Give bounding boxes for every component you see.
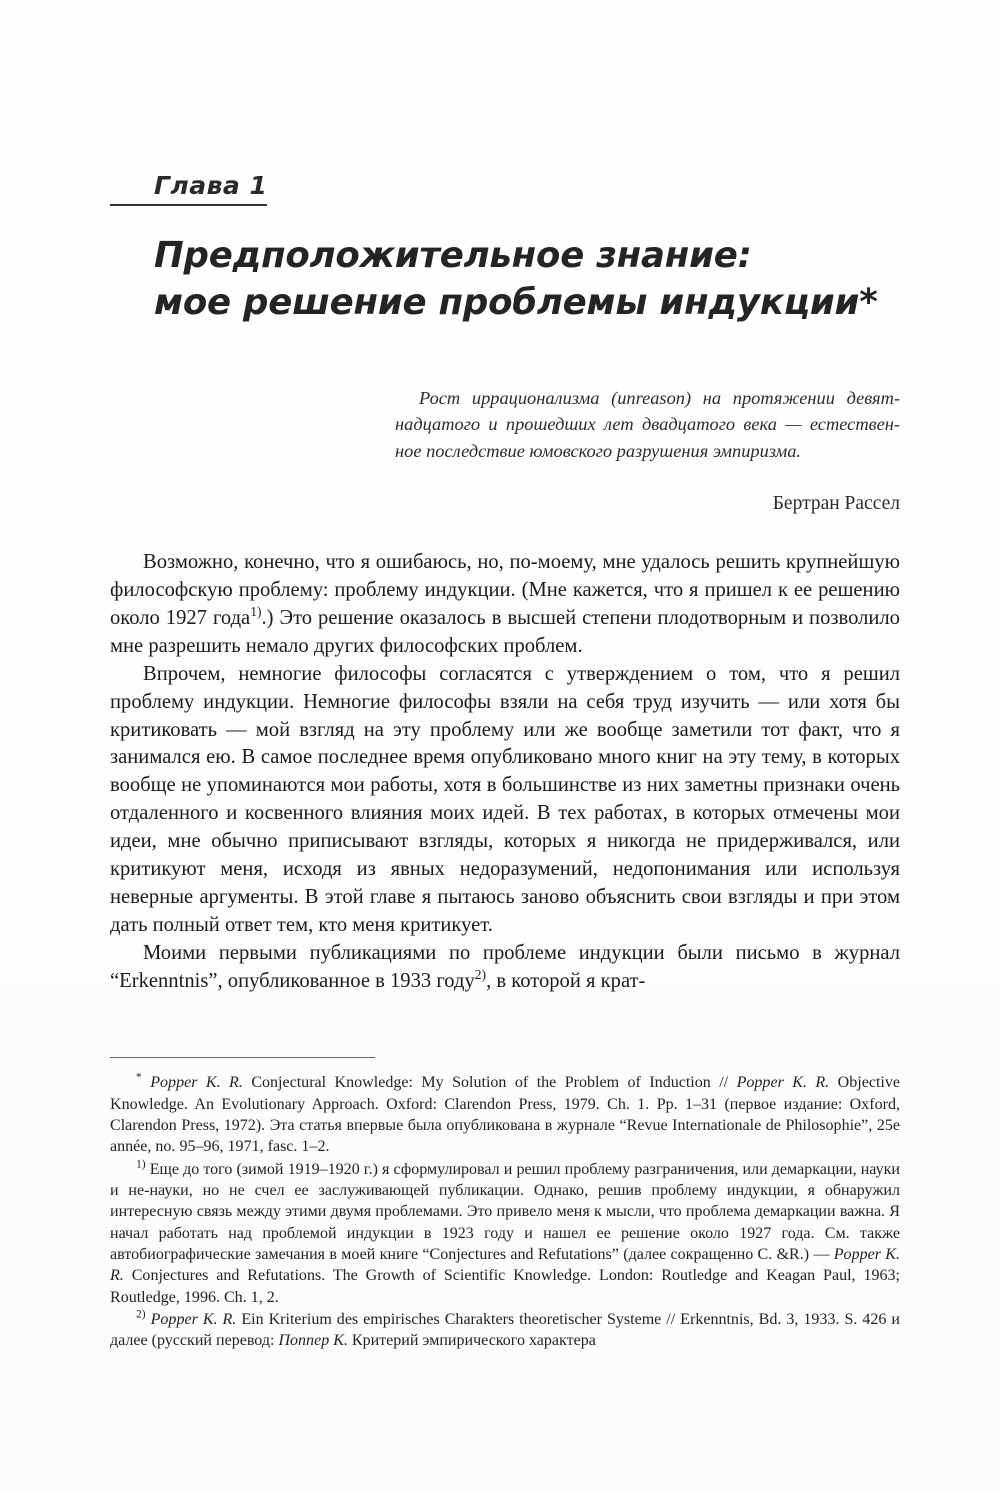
paragraph-3-continuation: , в которой я крат- [486,969,646,992]
chapter-title-line-2: мое решение проблемы индукции* [154,282,878,324]
chapter-title [110,232,900,327]
footnote-2-mark: 2) [136,1308,146,1321]
paragraph-2: Впрочем, немногие философы согласятся с утверждением о том, что я решил проблему индукции. Немногие философы взяли на себя труд изучить — или хотя бы критиковать — мой взгляд на эту проблему или же вообще заметили тот факт, что я занимался ею. В самое последнее время опубликовано много книг на эту тему, в которых вообще не упоминаются мои работы, хотя в большинстве из них заметны признаки очень отдаленного и косвенного влияния моих идей. В тех работах, в которых отмечены мои идеи, мне обычно приписывают взгляды, которых я никогда не придерживался, или критикуют меня, исходя из явных недоразумений, недопонимания или используя неверные аргументы. В этой главе я пытаюсь заново объяснить свои взгляды и при этом дать полный ответ тем, кто меня критикует. [110,662,900,936]
paragraph-1 [110,549,900,661]
page-content [110,0,900,995]
footnote-separator-rule [110,1057,375,1058]
footnote-star-text-1: Conjectural Knowledge: My Solution of the Problem of Induction // [242,1074,737,1092]
footnote-star-text-2: Objective Knowledge. An Evolutionary Approach. Oxford: Clarendon Press, 1979. Ch. 1. Pp. 1–31 (первое издание: Oxford, Clarendon Press, 1972). Эта статья впервые была опубликована в журнале “Revue Internationale de Philosophie”, 25e année, no. 95–96, 1971, fasc. 1–2. [110,1074,900,1156]
epigraph [395,385,900,466]
footnote-1-mark: 1) [136,1158,146,1171]
chapter-label: Глава 1 [110,172,267,206]
paragraph-1-text: Возможно, конечно, что я ошибаюсь, но, по-моему, мне удалось решить крупнейшую философскую проблему: проблему индукции. (Мне кажется, что я пришел к ее решению около 1927 года [110,551,900,629]
chapter-title-line-1: Предположительное знание: [154,234,752,276]
footnotes-section [110,1057,900,1353]
footnote-star-mark: * [136,1072,142,1085]
paragraph-1-continuation: .) Это решение оказалось в высшей степени плодотворным и позволило мне разрешить немало других философских проблем. [110,606,900,657]
footnote-2-text-2: Критерий эмпирического характера [347,1332,596,1350]
footnote-ref-2[interactable]: 2) [474,966,487,982]
footnote-2-author-1: Popper K. R. [150,1311,237,1328]
footnote-1-text-2: Conjectures and Refutations. The Growth of Scientific Knowledge. London: Routledge and Keagan Paul, 1963; Routledge, 1996. Ch. 1, 2. [110,1267,900,1306]
footnote-star [110,1072,900,1157]
footnote-star-author-1: Popper K. R. [150,1074,243,1092]
footnote-1-text-1: Еще до того (зимой 1919–1920 г.) я сформулировал и решил проблему разграничения, или демаркации, науки и не-науки, но не счел ее заслуживающей публикации. Однако, решив проблему индукции, я обнаружил интересную связь между этими двумя проблемами. Это привело меня к мысли, что проблема демаркации важна. Я начал работать над проблемой индукции в 1923 году и нашел ее решение около 1927 года. См. также автобиографические замечания в моей книге “Conjectures and Refutations” (далее сокращенно C. &R.) — [110,1160,900,1264]
footnote-2-author-2: Поппер К. [278,1332,348,1350]
footnote-1-author: Popper K. R. [110,1246,900,1285]
footnote-2 [110,1309,900,1352]
epigraph-line-1: Рост иррационализма (unreason) на протяжении девят- [419,387,900,408]
footnote-star-author-2: Popper K. R. [736,1074,830,1092]
epigraph-line-2: надцатого и прошедших лет двадцатого века — естествен- [395,414,900,435]
epigraph-line-3: ное последствие юмовского разрушения эмпиризма. [395,441,802,462]
body-text [110,549,900,995]
footnote-2-text-1: Ein Kriterium des empirisches Charakters theoretischer Systeme // Erkenntnis, Bd. 3, 1933. S. 426 и далее (русский перевод: [110,1311,900,1350]
footnote-1 [110,1159,900,1308]
epigraph-attribution: Бертран Рассел [772,493,900,515]
footnote-ref-1[interactable]: 1) [250,604,262,620]
paragraph-3 [110,940,900,996]
paragraph-3-text: Моими первыми публикациями по проблеме индукции были письмо в журнал “Erkenntnis”, опубликованное в 1933 году [110,941,900,992]
